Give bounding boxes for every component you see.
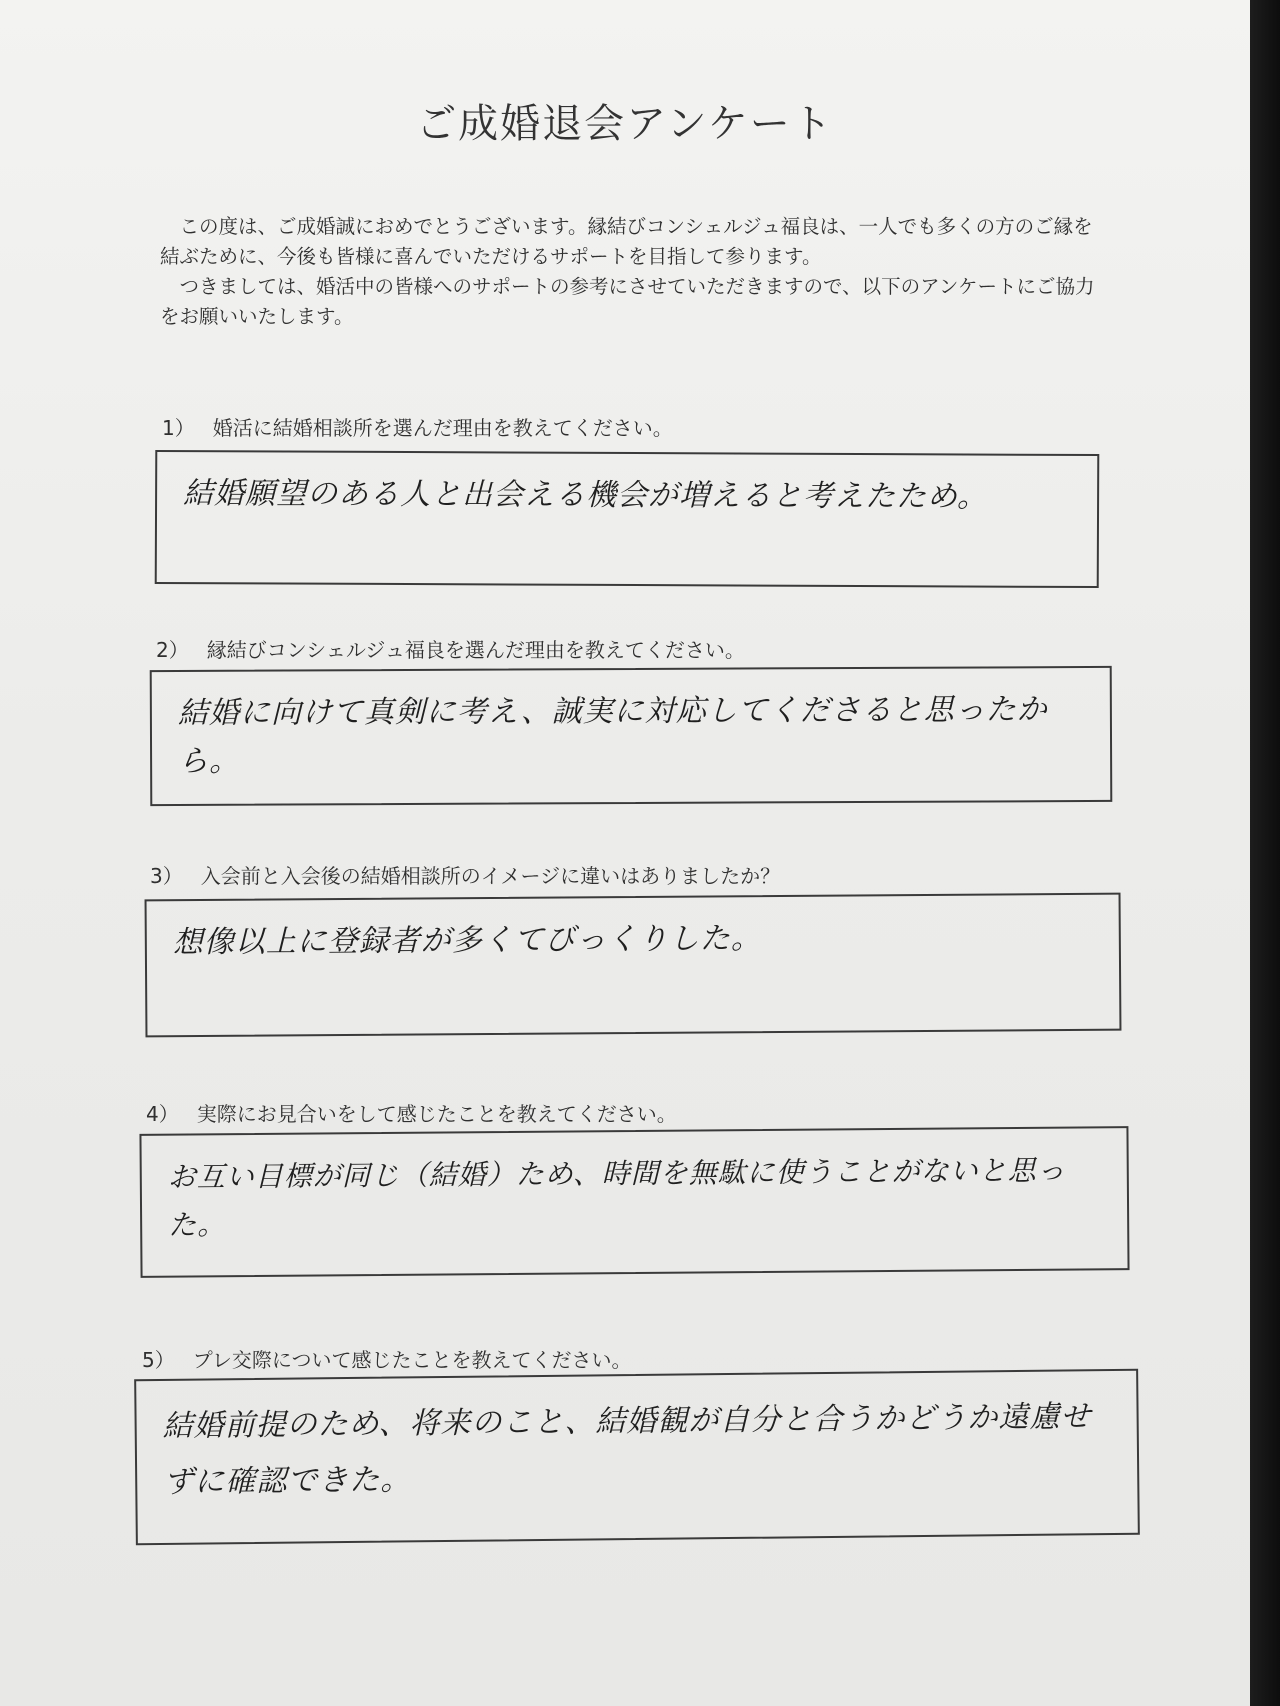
question-4-number: 4） — [146, 1102, 179, 1126]
question-5-text: プレ交際について感じたことを教えてください。 — [192, 1348, 632, 1372]
question-4 — [146, 1098, 677, 1127]
answer-2-text: 結婚に向けて真剣に考え、誠実に対応してくださると思ったから。 — [177, 692, 1048, 779]
answer-box-3[interactable] — [145, 893, 1122, 1038]
background-edge — [1250, 0, 1280, 1706]
intro-text — [160, 212, 1100, 332]
answer-box-2[interactable] — [150, 666, 1113, 806]
question-2-number: 2） — [156, 638, 189, 662]
answer-5-text: 結婚前提のため、将来のこと、結婚観が自分と合うかどうか遠慮せずに確認できた。 — [162, 1399, 1092, 1500]
question-5-number: 5） — [142, 1348, 175, 1372]
intro-paragraph-1: この度は、ご成婚誠におめでとうございます。縁結びコンシェルジュ福良は、一人でも多くの方のご縁を結ぶために、今後も皆様に喜んでいただけるサポートを目指して参ります。 — [160, 215, 1093, 268]
intro-paragraph-2: つきましては、婚活中の皆様へのサポートの参考にさせていただきますので、以下のアンケートにご協力をお願いいたします。 — [160, 275, 1095, 328]
answer-box-5[interactable] — [134, 1369, 1140, 1546]
question-2 — [156, 634, 745, 663]
question-1 — [162, 412, 673, 441]
answer-box-4[interactable] — [139, 1126, 1129, 1278]
question-3 — [150, 860, 780, 889]
question-3-text: 入会前と入会後の結婚相談所のイメージに違いはありましたか？ — [200, 864, 781, 888]
page-title: ご成婚退会アンケート — [416, 101, 834, 147]
answer-box-1[interactable] — [155, 450, 1100, 588]
answer-4-text: お互い目標が同じ（結婚）ため、時間を無駄に使うことがないと思った。 — [167, 1153, 1066, 1242]
answer-3-text: 想像以上に登録者が多くてびっくりした。 — [172, 921, 762, 961]
question-1-number: 1） — [162, 416, 195, 440]
question-3-number: 3） — [150, 864, 183, 888]
answer-1-text: 結婚願望のある人と出会える機会が増えると考えたため。 — [183, 476, 988, 515]
question-2-text: 縁結びコンシェルジュ福良を選んだ理由を教えてください。 — [206, 638, 745, 662]
question-5 — [142, 1344, 632, 1373]
question-4-text: 実際にお見合いをして感じたことを教えてください。 — [196, 1102, 677, 1126]
question-1-text: 婚活に結婚相談所を選んだ理由を教えてください。 — [212, 416, 673, 440]
